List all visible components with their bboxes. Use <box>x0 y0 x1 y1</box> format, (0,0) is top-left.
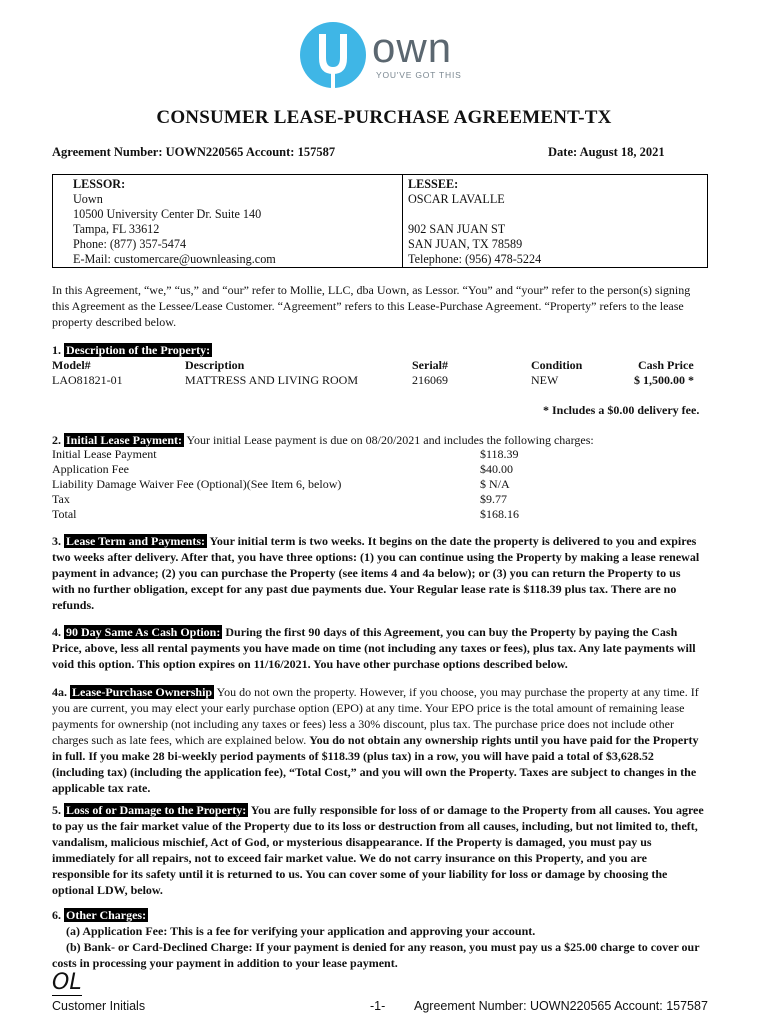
customer-initials-signature: OL <box>52 970 82 995</box>
charge-name: Liability Damage Waiver Fee (Optional)(See Item 6, below) <box>52 477 342 491</box>
item-description: MATTRESS AND LIVING ROOM <box>185 373 359 387</box>
col-header-price: Cash Price <box>638 358 694 372</box>
lessor-line: Phone: (877) 357-5474 <box>73 237 187 251</box>
section-number: 5. <box>52 803 61 817</box>
charge-amount: $ N/A <box>480 477 510 491</box>
col-header-condition: Condition <box>531 358 583 372</box>
lessor-line: Tampa, FL 33612 <box>73 222 160 236</box>
charge-name: Initial Lease Payment <box>52 447 157 461</box>
charge-amount: $168.16 <box>480 507 519 521</box>
uown-logo <box>300 20 490 90</box>
page-number: -1- <box>370 999 386 1013</box>
section-label: Lease Term and Payments: <box>66 534 205 548</box>
charge-name: Tax <box>52 492 70 506</box>
lessor-heading: LESSOR: <box>73 177 126 191</box>
item-model: LAO81821-01 <box>52 373 123 387</box>
lessee-block <box>404 175 707 267</box>
section-4a <box>52 684 706 796</box>
item-condition: NEW <box>531 373 559 387</box>
lessee-heading: LESSEE: <box>408 177 459 191</box>
section-2-heading <box>52 432 706 448</box>
section-label: Lease-Purchase Ownership <box>72 685 213 699</box>
footer-agreement-number: Agreement Number: UOWN220565 Account: 157587 <box>414 999 708 1013</box>
section-text: Your initial Lease payment is due on 08/20/2021 and includes the following charges: <box>184 433 594 447</box>
document-title: CONSUMER LEASE-PURCHASE AGREEMENT-TX <box>156 107 612 128</box>
section-label: Initial Lease Payment: <box>66 433 182 447</box>
col-header-serial: Serial# <box>412 358 448 372</box>
item-serial: 216069 <box>412 373 448 387</box>
section-bold-text: You do not obtain any ownership rights until you have paid for the Property in full. If you make 28 bi-weekly period payments of $118.39 (plus tax) in a row, you will have paid a total of $3,628.52 (including tax) (including the application fee), “Total Cost,” and you will own the Property. Taxes are subject to changes in the applicable tax rate. <box>52 733 699 795</box>
lessor-line: Uown <box>73 192 103 206</box>
lessor-line: 10500 University Center Dr. Suite 140 <box>73 207 262 221</box>
section-text: Your initial term is two weeks. It begins on the date the property is delivered to you and expires two weeks after delivery. After that, you have three options: (1) you can continue using the Property by making a lease renewal payment in advance; (2) you can purchase the Property (see items 4 and 4a below); or (3) you can return the Property to us with no further obligation, except for any past due payments due. Your Regular lease rate is $118.39 plus tax. There are no refunds. <box>52 534 700 612</box>
lessor-line: E-Mail: customercare@uownleasing.com <box>73 252 276 266</box>
charge-amount: $9.77 <box>480 492 507 506</box>
col-header-model: Model# <box>52 358 91 372</box>
charge-name: Application Fee <box>52 462 129 476</box>
lessee-name: OSCAR LAVALLE <box>408 192 505 206</box>
application-fee-clause: (a) Application Fee: This is a fee for verifying your application and approving your account. <box>66 924 536 938</box>
section-3 <box>52 533 706 613</box>
col-header-description: Description <box>185 358 245 372</box>
section-number: 6. <box>52 908 61 922</box>
section-label: Loss of or Damage to the Property: <box>66 803 247 817</box>
lessee-line: SAN JUAN, TX 78589 <box>408 237 523 251</box>
logo-wordmark: own <box>372 24 453 71</box>
section-text: You do not own the property. However, if you choose, you may purchase the property at any time. If you are current, you may elect your early purchase option (EPO) at any time. Your EPO price is the total amount of remaining lease payments for ownership (not including any taxes or fees) less a 30% discount, plus tax. The purchase price does not include other charges such as late fees, which are explained below. <box>52 685 699 747</box>
section-number: 4a. <box>52 685 67 699</box>
section-text: You are fully responsible for loss of or damage to the Property from all causes. You agree to pay us the fair market value of the Property due to its loss or destruction from all causes, including, but not limited to, theft, vandalism, malicious mischief, Act of God, or mysterious disappearance. If the Property is damaged, you must pay us immediately for all repairs, not to exceed fair market value. We do not carry insurance on this Property, and you are responsible for its safety until it is returned to us. You can cover some of your liability for loss or damage by choosing the optional LDW, below. <box>52 803 704 897</box>
agreement-number: Agreement Number: UOWN220565 Account: 157587 <box>52 145 336 159</box>
section-number: 3. <box>52 534 61 548</box>
section-label: Description of the Property: <box>66 343 211 357</box>
delivery-note: * Includes a $0.00 delivery fee. <box>543 403 700 417</box>
section-number: 2. <box>52 433 61 447</box>
charge-amount: $40.00 <box>480 462 513 476</box>
section-1-heading <box>52 342 706 358</box>
logo-tagline: YOU'VE GOT THIS <box>376 70 462 80</box>
item-price: $ 1,500.00 * <box>634 373 694 387</box>
section-5 <box>52 802 706 898</box>
charge-amount: $118.39 <box>480 447 519 461</box>
section-text: During the first 90 days of this Agreement, you can buy the Property by paying the Cash Price, above, less all rental payments you have made on time (not including any taxes or fees), plus tax. Any late payments will void this option. This option expires on 11/16/2021. You have other purchase options described below. <box>52 625 696 671</box>
intro-paragraph: In this Agreement, “we,” “us,” and “our” refer to Mollie, LLC, dba Uown, as Lessor. “You” and “your” refer to the person(s) signing this Agreement as the Lessee/Lease Customer. “Agreement” refers to this Lease-Purchase Agreement. “Property” refers to the lease property described below. <box>52 283 691 329</box>
parties-box <box>52 174 708 268</box>
lessee-line: 902 SAN JUAN ST <box>408 222 506 236</box>
charge-name: Total <box>52 507 77 521</box>
agreement-date: Date: August 18, 2021 <box>548 145 665 159</box>
initials-line <box>52 995 82 996</box>
section-6 <box>52 907 706 971</box>
section-number: 1. <box>52 343 61 357</box>
section-4 <box>52 624 706 672</box>
declined-charge-clause: (b) Bank- or Card-Declined Charge: If your payment is denied for any reason, you must pay us a $25.00 charge to cover our costs in processing your payment in addition to your lease payment. <box>52 940 700 970</box>
section-label: 90 Day Same As Cash Option: <box>66 625 221 639</box>
lessee-line: Telephone: (956) 478-5224 <box>408 252 542 266</box>
customer-initials-label: Customer Initials <box>52 999 146 1013</box>
section-label: Other Charges: <box>66 908 147 922</box>
section-number: 4. <box>52 625 61 639</box>
lessor-block <box>53 175 403 267</box>
